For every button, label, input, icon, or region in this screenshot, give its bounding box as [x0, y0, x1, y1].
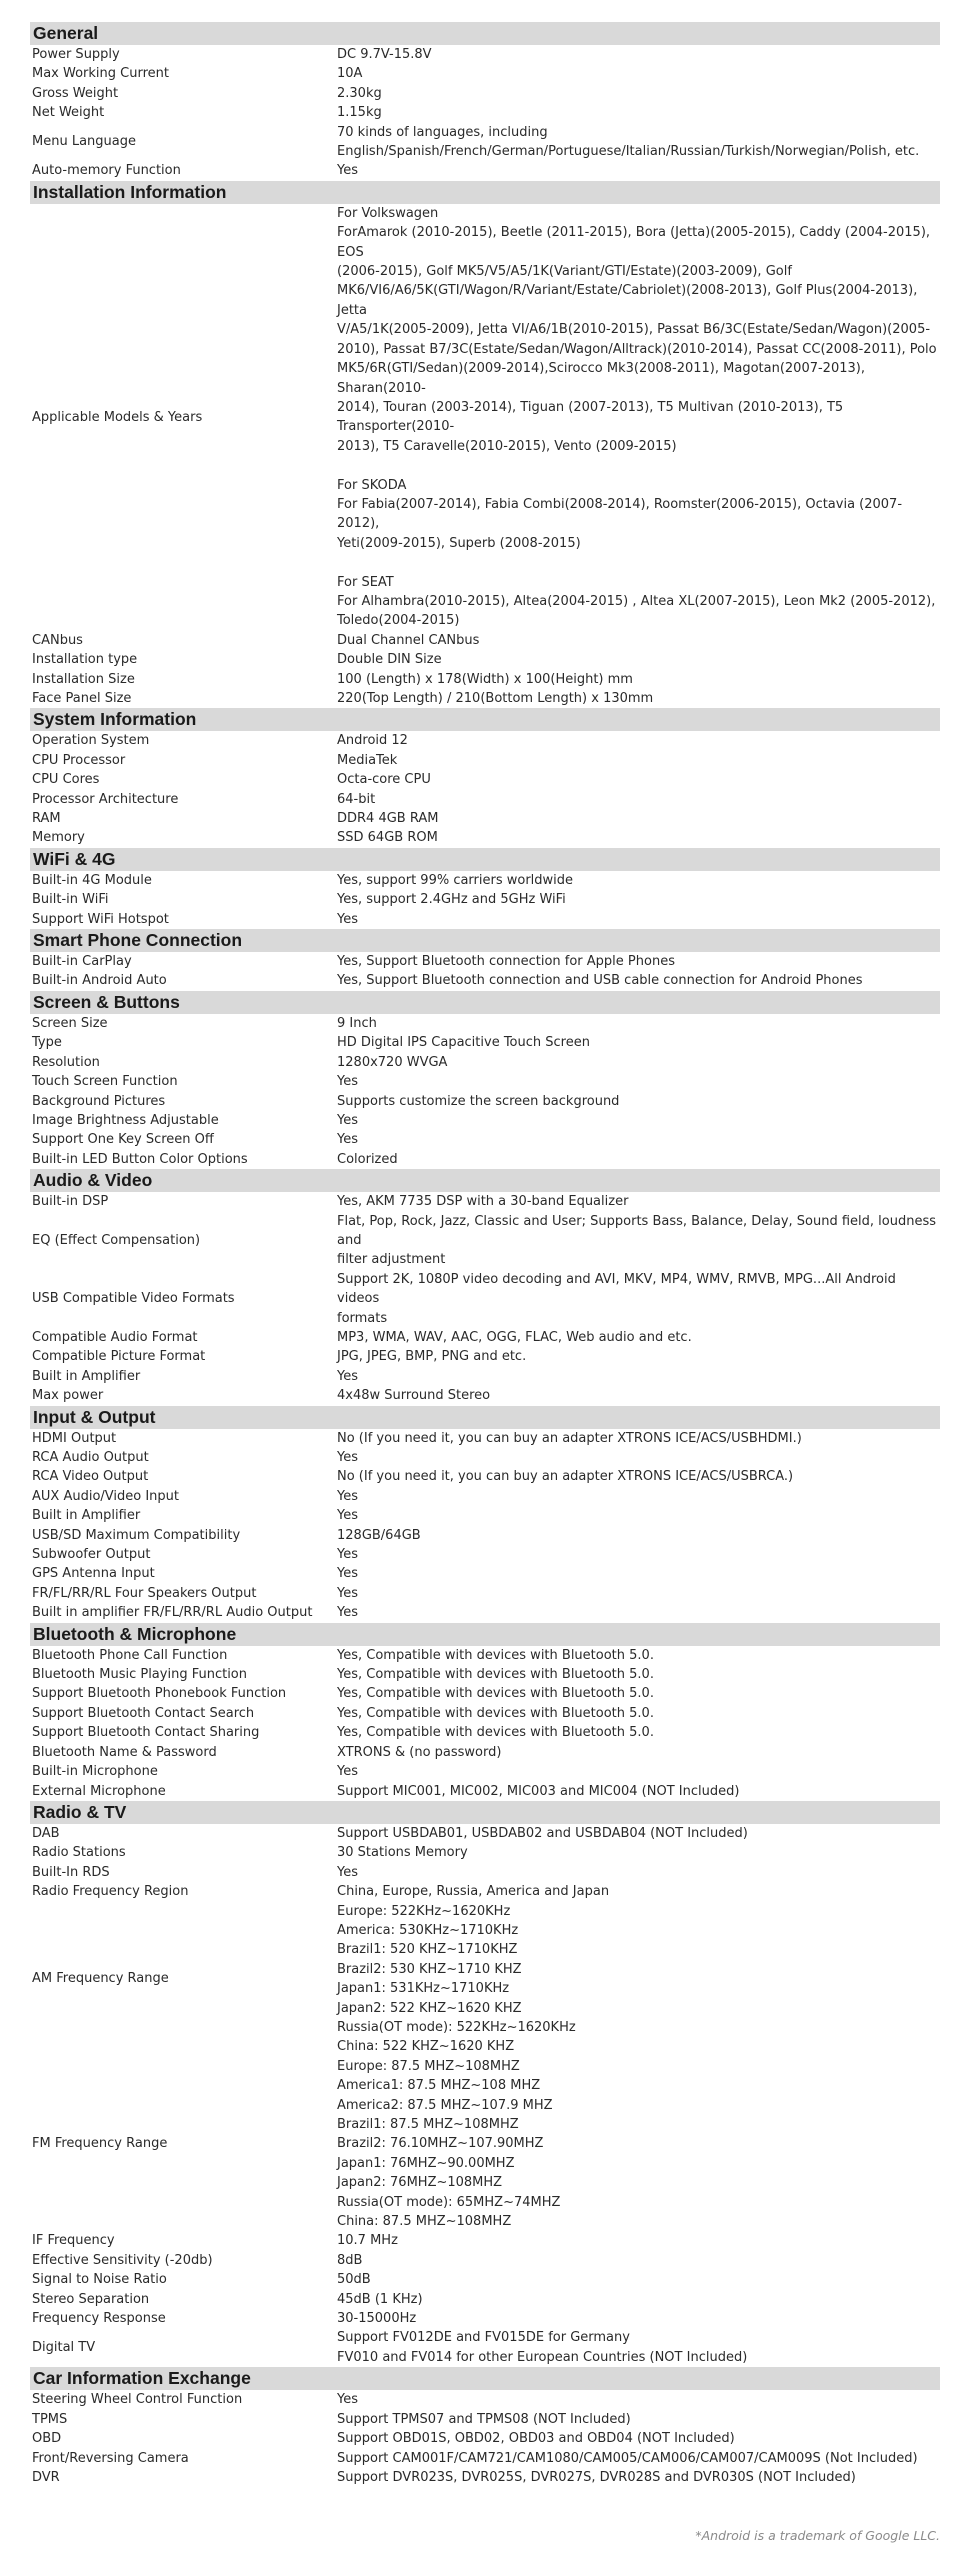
spec-label: TPMS — [32, 2411, 68, 2427]
spec-row — [30, 2328, 940, 2367]
spec-row — [30, 1704, 940, 1723]
spec-row — [30, 1665, 940, 1684]
spec-row — [30, 2449, 940, 2468]
spec-label: Installation Size — [32, 671, 135, 687]
spec-row — [30, 1150, 940, 1169]
spec-label: CPU Processor — [32, 752, 126, 768]
spec-value: HD Digital IPS Capacitive Touch Screen — [337, 1035, 590, 1051]
spec-value: DC 9.7V-15.8V — [337, 47, 432, 62]
spec-row — [30, 2390, 940, 2409]
spec-value: Android 12 — [337, 733, 408, 749]
spec-row — [30, 1092, 940, 1111]
spec-section — [30, 848, 940, 929]
spec-value: Europe: 522KHz~1620KHz America: 530KHz~1710KHz Brazil1: 520 KHZ~1710KHZ Brazil2: 530 KHZ~1710 KHZ Japan1: 531KHz~1710KHz Japan2: 522 KHZ~1620 KHZ Russia(OT mode): 522KHz~1620KHz China: 522 KHZ~1620 KHZ — [337, 1903, 576, 2055]
spec-value: 64-bit — [337, 791, 376, 807]
spec-value: XTRONS & (no password) — [337, 1744, 502, 1760]
spec-row — [30, 161, 940, 180]
spec-row — [30, 2309, 940, 2328]
spec-label: GPS Antenna Input — [32, 1566, 155, 1582]
spec-value: Yes — [337, 1508, 358, 1524]
spec-label: Effective Sensitivity (-20db) — [32, 2252, 213, 2268]
spec-row — [30, 123, 940, 162]
spec-value: 128GB/64GB — [337, 1527, 421, 1543]
spec-label: HDMI Output — [32, 1430, 117, 1446]
spec-label: EQ (Effect Compensation) — [32, 1232, 201, 1248]
spec-label: Support WiFi Hotspot — [32, 911, 169, 927]
section-title: Screen & Buttons — [30, 991, 940, 1014]
spec-label: Image Brightness Adjustable — [32, 1112, 219, 1128]
spec-label: FM Frequency Range — [32, 2136, 168, 2152]
spec-value: 1280x720 WVGA — [337, 1054, 448, 1070]
spec-value: 45dB (1 KHz) — [337, 2291, 423, 2307]
spec-section — [30, 181, 940, 709]
spec-value: Yes — [337, 163, 358, 179]
spec-label: Screen Size — [32, 1015, 108, 1031]
spec-row — [30, 809, 940, 828]
spec-row — [30, 64, 940, 83]
spec-value: Yes — [337, 2392, 358, 2408]
spec-row — [30, 1429, 940, 1448]
spec-value: MP3, WMA, WAV, AAC, OGG, FLAC, Web audio and etc. — [337, 1329, 692, 1345]
spec-value: Support USBDAB01, USBDAB02 and USBDAB04 (NOT Included) — [337, 1825, 748, 1841]
section-title: System Information — [30, 708, 940, 731]
spec-row — [30, 910, 940, 929]
spec-value: 220(Top Length) / 210(Bottom Length) x 130mm — [337, 691, 654, 706]
section-title: Installation Information — [30, 181, 940, 204]
spec-label: OBD — [32, 2431, 62, 2447]
spec-row — [30, 1526, 940, 1545]
spec-label: Compatible Audio Format — [32, 1329, 198, 1345]
spec-label: Net Weight — [32, 105, 105, 121]
spec-value: Dual Channel CANbus — [337, 632, 480, 648]
spec-row — [30, 1467, 940, 1486]
spec-label: RAM — [32, 811, 61, 827]
spec-section — [30, 991, 940, 1169]
spec-row — [30, 45, 940, 64]
spec-label: Support One Key Screen Off — [32, 1132, 214, 1148]
spec-row — [30, 1111, 940, 1130]
spec-row — [30, 1270, 940, 1328]
trademark-footnote: *Android is a trademark of Google LLC. — [695, 2528, 940, 2543]
spec-row — [30, 689, 940, 708]
spec-value: Yes — [337, 1132, 358, 1148]
spec-row — [30, 2468, 940, 2487]
section-title: WiFi & 4G — [30, 848, 940, 871]
spec-row — [30, 1328, 940, 1347]
spec-label: Signal to Noise Ratio — [32, 2272, 167, 2288]
spec-row — [30, 971, 940, 990]
spec-row — [30, 1743, 940, 1762]
spec-value: 30-15000Hz — [337, 2311, 417, 2327]
spec-label: Bluetooth Phone Call Function — [32, 1647, 228, 1663]
spec-row — [30, 1386, 940, 1405]
spec-label: Support Bluetooth Contact Search — [32, 1705, 255, 1721]
spec-row — [30, 1584, 940, 1603]
spec-value: Support FV012DE and FV015DE for Germany FV010 and FV014 for other European Countries (NOT Included) — [337, 2330, 748, 2365]
spec-label: Built-in CarPlay — [32, 954, 132, 970]
spec-row — [30, 1130, 940, 1149]
spec-row — [30, 1212, 940, 1270]
spec-value: China, Europe, Russia, America and Japan — [337, 1884, 610, 1900]
spec-value: Support DVR023S, DVR025S, DVR027S, DVR028S and DVR030S (NOT Included) — [337, 2469, 856, 2485]
spec-label: Installation type — [32, 652, 138, 668]
spec-value: Yes, Support Bluetooth connection for Apple Phones — [337, 954, 675, 970]
spec-value: Yes — [337, 1368, 358, 1384]
spec-row — [30, 890, 940, 909]
spec-value: Yes, support 99% carriers worldwide — [337, 872, 574, 888]
spec-row — [30, 1723, 940, 1742]
spec-row — [30, 1545, 940, 1564]
spec-value: DDR4 4GB RAM — [337, 811, 439, 827]
spec-label: Background Pictures — [32, 1093, 166, 1109]
section-title: Car Information Exchange — [30, 2367, 940, 2390]
spec-row — [30, 2231, 940, 2250]
spec-row — [30, 1367, 940, 1386]
section-title: Smart Phone Connection — [30, 929, 940, 952]
spec-label: Built-in WiFi — [32, 892, 109, 908]
spec-row — [30, 871, 940, 890]
spec-section — [30, 1801, 940, 2367]
spec-label: Max power — [32, 1388, 104, 1404]
spec-value: Yes, Support Bluetooth connection and USB cable connection for Android Phones — [337, 973, 863, 989]
spec-value: Yes, support 2.4GHz and 5GHz WiFi — [337, 892, 566, 908]
spec-value: Yes — [337, 1112, 358, 1128]
spec-value: Supports customize the screen background — [337, 1093, 620, 1109]
section-title: Audio & Video — [30, 1169, 940, 1192]
spec-row — [30, 731, 940, 750]
spec-value: Yes, AKM 7735 DSP with a 30-band Equalizer — [337, 1194, 629, 1210]
spec-value: Yes — [337, 1547, 358, 1563]
spec-row — [30, 84, 940, 103]
spec-value: Support CAM001F/CAM721/CAM1080/CAM005/CAM006/CAM007/CAM009S (Not Included) — [337, 2450, 918, 2466]
spec-value: Yes — [337, 1605, 358, 1621]
spec-value: 10.7 MHz — [337, 2233, 398, 2249]
spec-label: Frequency Response — [32, 2311, 166, 2327]
spec-value: 4x48w Surround Stereo — [337, 1388, 491, 1404]
spec-row — [30, 770, 940, 789]
spec-row — [30, 1782, 940, 1801]
spec-value: Yes, Compatible with devices with Bluetooth 5.0. — [337, 1725, 654, 1741]
spec-row — [30, 103, 940, 122]
section-title: Input & Output — [30, 1406, 940, 1429]
spec-row — [30, 1506, 940, 1525]
spec-value: Yes, Compatible with devices with Bluetooth 5.0. — [337, 1705, 654, 1721]
spec-label: DAB — [32, 1825, 60, 1841]
spec-label: Operation System — [32, 733, 150, 749]
spec-label: Built in Amplifier — [32, 1508, 141, 1524]
spec-label: Built-in DSP — [32, 1194, 109, 1210]
spec-row — [30, 1014, 940, 1033]
spec-value: SSD 64GB ROM — [337, 830, 438, 846]
spec-value: Yes — [337, 1764, 358, 1780]
spec-value: Octa-core CPU — [337, 772, 431, 788]
spec-row — [30, 2429, 940, 2448]
spec-label: Auto-memory Function — [32, 163, 181, 179]
spec-row — [30, 1902, 940, 2057]
spec-label: FR/FL/RR/RL Four Speakers Output — [32, 1585, 257, 1601]
spec-value: Support TPMS07 and TPMS08 (NOT Included) — [337, 2411, 631, 2427]
spec-label: Built-in LED Button Color Options — [32, 1151, 248, 1167]
spec-label: Resolution — [32, 1054, 100, 1070]
spec-label: DVR — [32, 2469, 60, 2485]
spec-value: JPG, JPEG, BMP, PNG and etc. — [337, 1349, 527, 1365]
spec-label: Applicable Models & Years — [32, 409, 203, 425]
spec-row — [30, 2290, 940, 2309]
spec-row — [30, 670, 940, 689]
spec-label: USB Compatible Video Formats — [32, 1291, 235, 1307]
spec-label: Bluetooth Name & Password — [32, 1744, 217, 1760]
spec-row — [30, 1072, 940, 1091]
spec-label: Support Bluetooth Phonebook Function — [32, 1686, 287, 1702]
spec-label: Digital TV — [32, 2340, 96, 2356]
spec-value: 10A — [337, 66, 363, 82]
spec-label: Built-in 4G Module — [32, 872, 152, 888]
spec-label: Radio Frequency Region — [32, 1884, 189, 1900]
spec-row — [30, 1646, 940, 1665]
spec-value: Yes, Compatible with devices with Bluetooth 5.0. — [337, 1686, 654, 1702]
spec-row — [30, 204, 940, 631]
spec-section — [30, 929, 940, 991]
spec-value: 1.15kg — [337, 105, 382, 121]
spec-value: 30 Stations Memory — [337, 1845, 468, 1861]
spec-label: USB/SD Maximum Compatibility — [32, 1527, 241, 1543]
section-title: Radio & TV — [30, 1801, 940, 1824]
spec-label: Support Bluetooth Contact Sharing — [32, 1725, 260, 1741]
spec-label: Power Supply — [32, 47, 120, 62]
spec-row — [30, 1564, 940, 1583]
spec-label: IF Frequency — [32, 2233, 115, 2249]
spec-value: Yes — [337, 1488, 358, 1504]
spec-row — [30, 1684, 940, 1703]
spec-value: MediaTek — [337, 752, 398, 768]
spec-row — [30, 1762, 940, 1781]
spec-label: Radio Stations — [32, 1845, 126, 1861]
spec-value: Colorized — [337, 1151, 398, 1167]
spec-value: Support OBD01S, OBD02, OBD03 and OBD04 (NOT Included) — [337, 2431, 735, 2447]
spec-value: Flat, Pop, Rock, Jazz, Classic and User; Supports Bass, Balance, Delay, Sound field, loudness and filter adjustment — [337, 1213, 937, 1268]
spec-value: Yes, Compatible with devices with Bluetooth 5.0. — [337, 1647, 654, 1663]
spec-value: Europe: 87.5 MHZ~108MHZ America1: 87.5 MHZ~108 MHZ America2: 87.5 MHZ~107.9 MHZ Brazil1: 87.5 MHZ~108MHZ Brazil2: 76.10MHZ~107.90MHZ Japan1: 76MHZ~90.00MHZ Japan2: 76MHZ~108MHZ Russia(OT mode): 65MHZ~74MHZ China: 87.5 MHZ~108MHZ — [337, 2058, 561, 2230]
spec-label: Built in Amplifier — [32, 1368, 141, 1384]
spec-label: AM Frequency Range — [32, 1971, 169, 1987]
spec-label: Menu Language — [32, 134, 136, 150]
section-title: Bluetooth & Microphone — [30, 1623, 940, 1646]
spec-label: External Microphone — [32, 1783, 166, 1799]
spec-row — [30, 1487, 940, 1506]
spec-section — [30, 1623, 940, 1801]
spec-row — [30, 952, 940, 971]
spec-label: Gross Weight — [32, 85, 119, 101]
spec-row — [30, 1448, 940, 1467]
spec-label: RCA Audio Output — [32, 1450, 149, 1465]
spec-label: Built-In RDS — [32, 1864, 110, 1880]
spec-section — [30, 2367, 940, 2487]
spec-label: CPU Cores — [32, 772, 100, 788]
spec-row — [30, 1603, 940, 1622]
spec-value: Yes — [337, 1450, 358, 1465]
spec-label: Memory — [32, 830, 85, 846]
spec-value: No (If you need it, you can buy an adapter XTRONS ICE/ACS/USBHDMI.) — [337, 1430, 802, 1446]
spec-label: Subwoofer Output — [32, 1547, 151, 1563]
spec-row — [30, 631, 940, 650]
spec-value: Yes — [337, 1585, 358, 1601]
spec-row — [30, 1863, 940, 1882]
spec-row — [30, 2270, 940, 2289]
spec-value: Yes — [337, 911, 358, 927]
section-title: General — [30, 22, 940, 45]
spec-row — [30, 1192, 940, 1211]
spec-row — [30, 1033, 940, 1052]
spec-label: Touch Screen Function — [32, 1074, 178, 1090]
spec-value: Support MIC001, MIC002, MIC003 and MIC004 (NOT Included) — [337, 1783, 740, 1799]
spec-label: Front/Reversing Camera — [32, 2450, 189, 2466]
spec-section — [30, 22, 940, 181]
spec-label: Stereo Separation — [32, 2291, 150, 2307]
spec-row — [30, 2410, 940, 2429]
spec-value: Support 2K, 1080P video decoding and AVI, MKV, MP4, WMV, RMVB, MPG...All Android videos formats — [337, 1271, 896, 1326]
spec-label: Compatible Picture Format — [32, 1349, 206, 1365]
spec-row — [30, 828, 940, 847]
spec-row — [30, 751, 940, 770]
spec-label: Built-in Microphone — [32, 1764, 158, 1780]
spec-row — [30, 1347, 940, 1366]
spec-value: Yes — [337, 1566, 358, 1582]
spec-row — [30, 790, 940, 809]
spec-section — [30, 708, 940, 847]
spec-value: 8dB — [337, 2252, 363, 2268]
spec-row — [30, 1053, 940, 1072]
spec-value: 70 kinds of languages, including English/Spanish/French/German/Portuguese/Italian/Russian/Turkish/Norwegian/Polish, etc. — [337, 124, 920, 160]
spec-label: Face Panel Size — [32, 691, 132, 706]
spec-label: AUX Audio/Video Input — [32, 1488, 179, 1504]
spec-row — [30, 2251, 940, 2270]
spec-value: 100 (Length) x 178(Width) x 100(Height) mm — [337, 671, 633, 687]
spec-value: 9 Inch — [337, 1015, 377, 1031]
spec-value: 2.30kg — [337, 85, 382, 101]
spec-label: Built-in Android Auto — [32, 973, 167, 989]
spec-row — [30, 2057, 940, 2232]
spec-value: No (If you need it, you can buy an adapter XTRONS ICE/ACS/USBRCA.) — [337, 1469, 794, 1485]
spec-section — [30, 1169, 940, 1405]
spec-value: For Volkswagen ForAmarok (2010-2015), Beetle (2011-2015), Bora (Jetta)(2005-2015), Caddy (2004-2015), EOS (2006-2015), Golf MK5/V5/A5/1K(Variant/GTI/Estate)(2003-2009), Golf MK6/VI6/A6/5K(GTI/Wagon/R/Variant/Estate/Cabriolet)(2008-2013), Golf Plus(2004-2013), Jetta V/A5/1K(2005-2009), Jetta VI/A6/1B(2010-2015), Passat B6/3C(Estate/Sedan/Wagon)(2005- 2010), Passat B7/3C(Estate/Sedan/Wagon/Alltrack)(2010-2014), Passat CC(2008-2011), Polo MK5/6R(GTI/Sedan)(2009-2014),Scirocco Mk3(2008-2011), Magotan(2007-2013), Sharan(2010- 2014), Touran (2003-2014), Tiguan (2007-2013), T5 Multivan (2010-2013), T5 Transporter(2010- 2013), T5 Caravelle(2010-2015), Vento (2009-2015) For SKODA For Fabia(2007-2014), Fabia Combi(2008-2014), Roomster(2006-2015), Octavia (2007-2012), Yeti(2009-2015), Superb (2008-2015) For SEAT For Alhambra(2010-2015), Altea(2004-2015) , Altea XL(2007-2015), Leon Mk2 (2005-2012), Toledo(2004-2015) — [337, 205, 937, 629]
spec-row — [30, 1882, 940, 1901]
spec-label: RCA Video Output — [32, 1469, 149, 1485]
spec-label: Max Working Current — [32, 66, 169, 82]
spec-row — [30, 1824, 940, 1843]
spec-value: Yes, Compatible with devices with Bluetooth 5.0. — [337, 1667, 654, 1683]
spec-value: Yes — [337, 1074, 358, 1090]
spec-label: Built in amplifier FR/FL/RR/RL Audio Output — [32, 1605, 313, 1621]
spec-label: Bluetooth Music Playing Function — [32, 1667, 248, 1683]
spec-sheet — [30, 22, 940, 2487]
spec-row — [30, 650, 940, 669]
spec-label: CANbus — [32, 632, 83, 648]
spec-label: Processor Architecture — [32, 791, 179, 807]
spec-label: Type — [32, 1035, 62, 1051]
spec-value: Yes — [337, 1864, 358, 1880]
spec-value: Double DIN Size — [337, 652, 442, 668]
spec-label: Steering Wheel Control Function — [32, 2392, 243, 2408]
spec-section — [30, 1406, 940, 1623]
spec-value: 50dB — [337, 2272, 371, 2288]
spec-row — [30, 1843, 940, 1862]
